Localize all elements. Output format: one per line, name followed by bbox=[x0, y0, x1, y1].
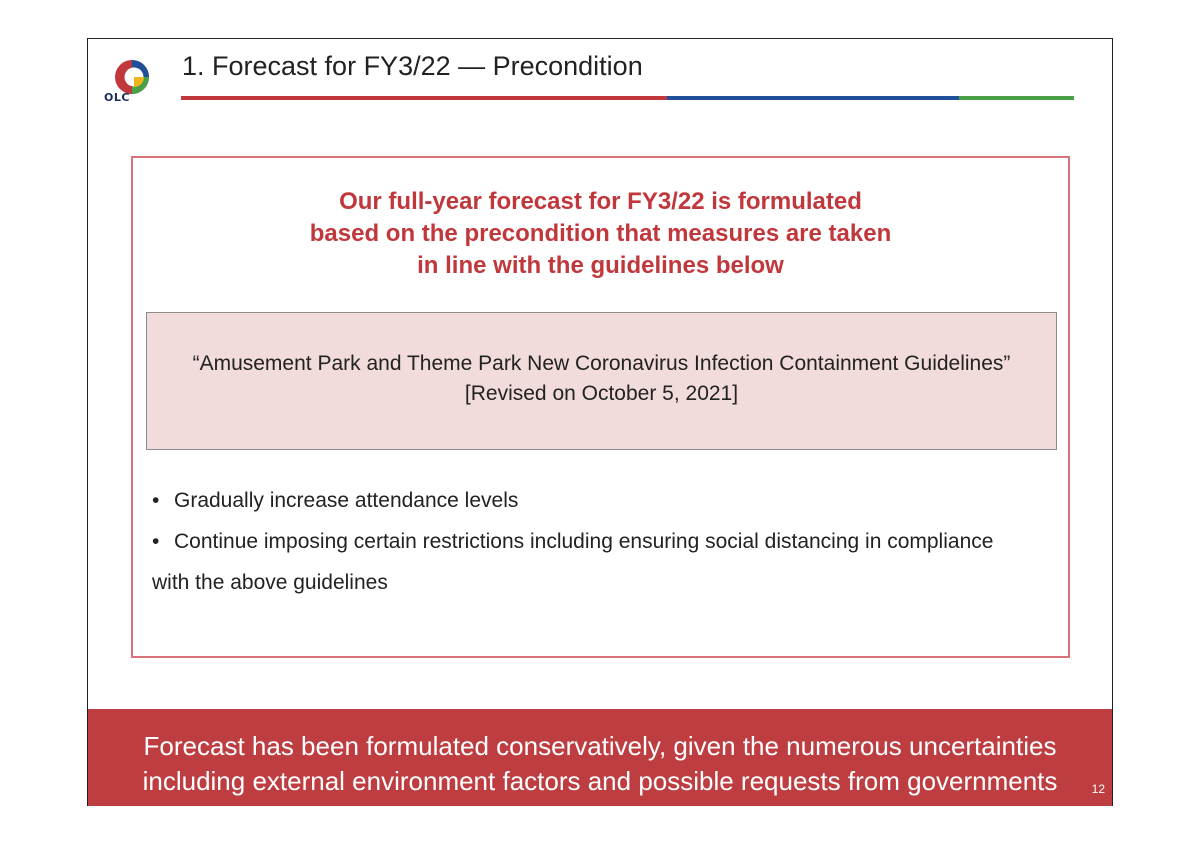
logo-text: OLC bbox=[104, 91, 130, 104]
list-item-text: Gradually increase attendance levels bbox=[174, 489, 519, 512]
title-rule-red bbox=[181, 96, 667, 100]
page-title: 1. Forecast for FY3/22 — Precondition bbox=[182, 51, 643, 81]
lead-line: in line with the guidelines below bbox=[417, 252, 784, 279]
list-item-continuation: with the above guidelines bbox=[152, 571, 388, 594]
footer-line: including external environment factors and possible requests from governments bbox=[142, 766, 1058, 796]
list-item bbox=[152, 480, 1072, 521]
bullet-icon: • bbox=[152, 489, 160, 512]
footer-statement bbox=[88, 729, 1112, 799]
footer-banner bbox=[88, 709, 1112, 806]
slide bbox=[87, 38, 1113, 806]
guideline-revision-date: [Revised on October 5, 2021] bbox=[464, 382, 739, 405]
measures-list bbox=[152, 480, 1072, 603]
lead-line: based on the precondition that measures are taken bbox=[309, 220, 892, 247]
title-rule-blue bbox=[667, 96, 959, 100]
page-number: 12 bbox=[1091, 782, 1105, 796]
list-item bbox=[152, 521, 1072, 562]
forecast-panel bbox=[131, 156, 1070, 658]
lead-line: Our full-year forecast for FY3/22 is formulated bbox=[339, 188, 862, 215]
title-rule-green bbox=[959, 96, 1074, 100]
footer-line: Forecast has been formulated conservatively, given the numerous uncertainties bbox=[143, 731, 1057, 761]
lead-statement bbox=[133, 186, 1068, 282]
guideline-name: “Amusement Park and Theme Park New Coronavirus Infection Containment Guidelines” bbox=[192, 352, 1011, 375]
bullet-icon: • bbox=[152, 530, 160, 553]
list-item-text: Continue imposing certain restrictions including ensuring social distancing in compliance bbox=[174, 530, 994, 553]
guideline-box bbox=[146, 312, 1057, 450]
